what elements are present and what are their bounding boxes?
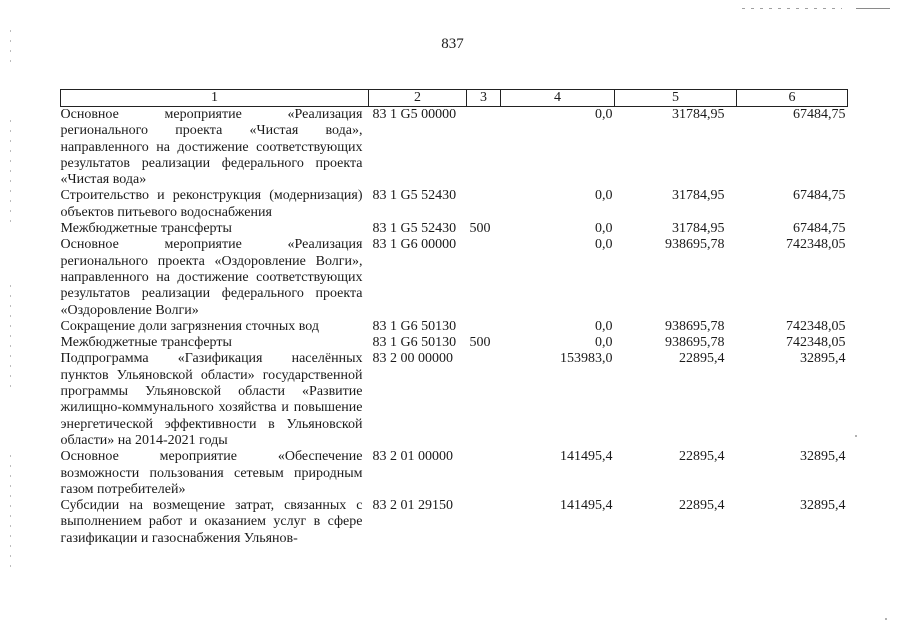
- row-expense-type: [467, 498, 501, 547]
- header-col-1: 1: [61, 90, 369, 107]
- row-value-col5: 938695,78: [665, 237, 725, 253]
- row-code: 83 2 00 00000: [372, 351, 453, 367]
- row-name: Субсидии на возмещение затрат, связанных с выполнением работ и оказанием услуг в сфере газификации и газоснабжения Ульянов-: [60, 498, 363, 546]
- row-expense-type: 500: [469, 335, 491, 351]
- row-value-col6: 67484,75: [793, 188, 846, 204]
- table-row: [61, 107, 848, 189]
- row-name: Сокращение доли загрязнения сточных вод: [60, 318, 320, 334]
- scan-artifact-line: [856, 8, 890, 9]
- row-value-col6: 742348,05: [786, 237, 846, 253]
- header-col-4: 4: [501, 90, 615, 107]
- scan-artifact-dashes: [10, 120, 11, 230]
- row-name: Основное мероприятие «Реализация регионального проекта «Оздоровление Волги», направленного на достижение соответствующих результатов реализации федерального проекта «Оздоровление Волги»: [60, 237, 363, 318]
- scan-artifact-dot: [855, 435, 857, 437]
- row-value-col5: 938695,78: [665, 335, 725, 351]
- row-expense-type: [467, 107, 501, 189]
- row-name: Строительство и реконструкция (модернизация) объектов питьевого водоснабжения: [60, 188, 363, 220]
- table-header: [61, 90, 848, 107]
- row-name: Межбюджетные трансферты: [60, 221, 232, 237]
- row-code: 83 1 G5 52430: [372, 188, 457, 204]
- row-code: 83 1 G6 50130: [372, 318, 457, 334]
- header-col-5: 5: [615, 90, 737, 107]
- page-number: 837: [441, 36, 464, 52]
- row-value-col5: 938695,78: [665, 318, 725, 334]
- row-code: 83 1 G5 52430: [372, 221, 457, 237]
- row-name: Межбюджетные трансферты: [60, 335, 232, 351]
- table-row: [61, 188, 848, 221]
- table-row: [61, 498, 848, 547]
- row-code: 83 2 01 00000: [372, 449, 453, 465]
- row-value-col4: 141495,4: [560, 498, 613, 514]
- row-name: Основное мероприятие «Реализация регионального проекта «Чистая вода», направленного на достижение соответствующих результатов реализации федерального проекта «Чистая вода»: [60, 107, 363, 188]
- row-name: Основное мероприятие «Обеспечение возможности пользования сетевым природным газом потребителей»: [60, 449, 363, 497]
- scan-artifact-dashes: [10, 285, 11, 395]
- row-value-col5: 22895,4: [679, 449, 725, 465]
- row-expense-type: [467, 188, 501, 221]
- table-row: [61, 237, 848, 318]
- row-value-col5: 22895,4: [679, 351, 725, 367]
- header-col-3: 3: [467, 90, 501, 107]
- row-code: 83 1 G6 00000: [372, 237, 457, 253]
- row-value-col5: 31784,95: [672, 188, 725, 204]
- table-row: [61, 319, 848, 335]
- row-expense-type: [467, 237, 501, 318]
- table-row: [61, 449, 848, 498]
- row-value-col4: 153983,0: [560, 351, 613, 367]
- row-expense-type: [467, 351, 501, 449]
- row-value-col6: 742348,05: [786, 318, 846, 334]
- row-value-col6: 32895,4: [800, 449, 846, 465]
- row-code: 83 2 01 29150: [372, 498, 453, 514]
- row-value-col5: 22895,4: [679, 498, 725, 514]
- row-code: 83 1 G6 50130: [372, 335, 457, 351]
- row-value-col6: 32895,4: [800, 498, 846, 514]
- header-col-2: 2: [369, 90, 467, 107]
- row-value-col4: 141495,4: [560, 449, 613, 465]
- row-value-col4: 0,0: [595, 318, 613, 334]
- scan-artifact-dot: [885, 618, 887, 620]
- row-value-col6: 67484,75: [793, 221, 846, 237]
- table-row: [61, 335, 848, 351]
- row-value-col6: 742348,05: [786, 335, 846, 351]
- row-value-col5: 31784,95: [672, 107, 725, 122]
- scan-artifact-dashes: [10, 455, 11, 575]
- row-value-col5: 31784,95: [672, 221, 725, 237]
- scan-artifact-line: [742, 8, 842, 9]
- row-value-col4: 0,0: [595, 221, 613, 237]
- row-expense-type: [467, 449, 501, 498]
- row-value-col4: 0,0: [595, 237, 613, 253]
- table-row: [61, 221, 848, 237]
- row-value-col4: 0,0: [595, 188, 613, 204]
- row-code: 83 1 G5 00000: [372, 107, 457, 122]
- row-value-col6: 32895,4: [800, 351, 846, 367]
- row-value-col4: 0,0: [595, 107, 613, 122]
- row-value-col4: 0,0: [595, 335, 613, 351]
- row-expense-type: [467, 319, 501, 335]
- row-value-col6: 67484,75: [793, 107, 846, 122]
- table-row: [61, 351, 848, 449]
- row-name: Подпрограмма «Газификация населённых пунктов Ульяновской области» государственной программы Ульяновской области «Развитие жилищно-коммунального хозяйства и повышение энергетической эффективности в Ульяновской области» на 2014-2021 годы: [60, 351, 363, 448]
- row-expense-type: 500: [469, 221, 491, 237]
- header-col-6: 6: [737, 90, 848, 107]
- budget-table: [60, 89, 848, 547]
